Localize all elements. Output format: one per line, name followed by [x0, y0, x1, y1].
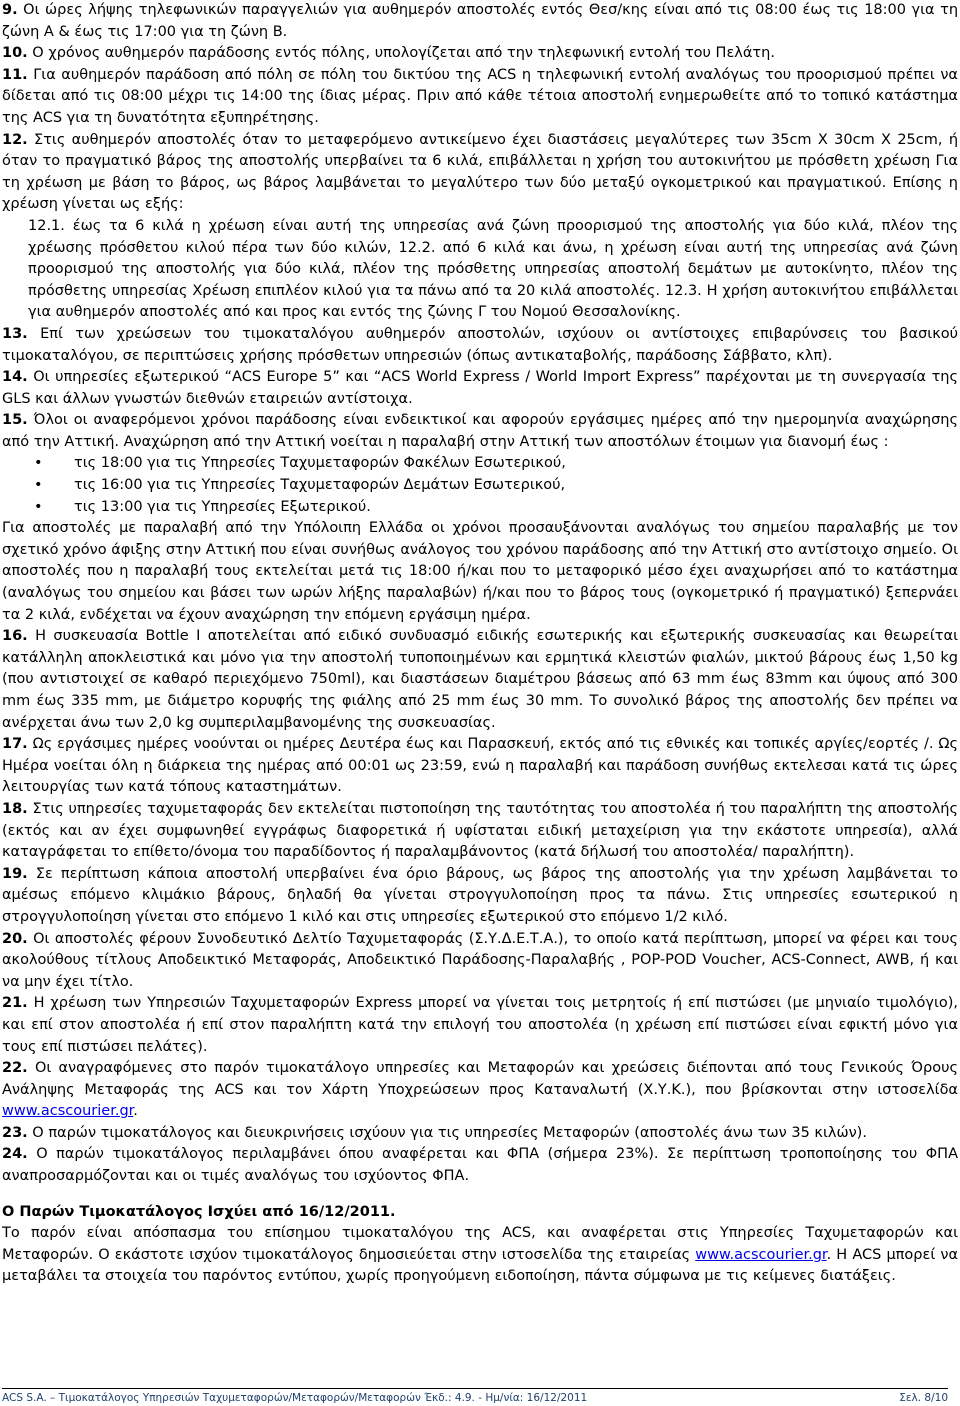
item-text: Ο παρών τιμοκατάλογος περιλαμβάνει όπου αναφέρεται και ΦΠΑ (σήμερα 23%). Σε περίπτωση τροποποίησης του ΦΠΑ αναπροσαρμόζονται και οι τιμές αναλόγως του ισχύοντος ΦΠΑ.: [2, 1146, 958, 1185]
item-22: [2, 1058, 958, 1123]
item-number: 22.: [2, 1060, 28, 1077]
item-number: 20.: [2, 930, 28, 947]
item-number: 15.: [2, 412, 28, 429]
list-item: • τις 18:00 για τις Υπηρεσίες Ταχυμεταφορών Φακέλων Εσωτερικού,: [2, 453, 958, 475]
item-text: Για αυθημερόν παράδοση από πόλη σε πόλη του δικτύου της ACS η τηλεφωνική εντολή αναλόγως του προορισμού πρέπει να δίδεται από τις 08:00 μέχρι τις 14:00 της ίδιας μέρας. Πριν από κάθε τέτοια αποστολή ενημερωθείτε από το τοπικό κατάστημα της ACS για τη δυνατότητα εξυπηρέτησης.: [2, 66, 958, 126]
footer-document-info: ACS S.A. – Τιμοκατάλογος Υπηρεσιών Ταχυμεταφορών/Μεταφορών/Μεταφορών Έκδ.: 4.9. - Ημ/νία: 16/12/2011: [2, 1392, 588, 1404]
item-number: 16.: [2, 628, 28, 645]
item-number: 14.: [2, 369, 28, 386]
item-9: [2, 0, 958, 43]
item-10: [2, 43, 958, 65]
list-item: • τις 13:00 για τις Υπηρεσίες Εξωτερικού.: [2, 497, 958, 519]
dispatch-times-list: [2, 453, 958, 518]
item-18: [2, 799, 958, 864]
item-23: [2, 1123, 958, 1145]
item-text-end: .: [133, 1103, 138, 1120]
item-11: [2, 65, 958, 130]
acs-website-link[interactable]: www.acscourier.gr: [695, 1246, 827, 1263]
page-footer: [2, 1388, 948, 1405]
item-text: Ο παρών τιμοκατάλογος και διευκρινήσεις ισχύουν για τις υπηρεσίες Μεταφορών (αποστολές άνω των 35 κιλών).: [32, 1124, 867, 1141]
item-text: Επί των χρεώσεων του τιμοκαταλόγου αυθημερόν αποστολών, ισχύουν οι αντίστοιχες επιβαρύνσεις του βασικού τιμοκαταλόγου, σε περιπτώσεις χρήσης πρόσθετων υπηρεσιών (όπως αντικαταβολής, παράδοσης Σάββατο, κλπ).: [2, 325, 958, 364]
item-number: 13.: [2, 325, 28, 342]
closing-paragraph: [2, 1223, 958, 1288]
item-text: Στις υπηρεσίες ταχυμεταφοράς δεν εκτελείται πιστοποίηση της ταυτότητας του αποστολέα ή του παραλήπτη της αποστολής (εκτός και αν έχει συμφωνηθεί εγγράφως διαφορετικά ή υφίσταται ειδική μεταχείριση για την εκάστοτε υπηρεσία), αλλά καταγράφεται το επίθετο/όνομα του παραδίδοντος ή παραλαμβάνοντος (κατά δήλωσή του αποστολέα/ παραλήπτη).: [2, 800, 958, 861]
acs-website-link[interactable]: www.acscourier.gr: [2, 1103, 134, 1120]
item-number: 17.: [2, 736, 28, 753]
item-number: 21.: [2, 995, 28, 1012]
item-number: 9.: [2, 2, 18, 18]
closing-text-end: . Η ACS μπορεί να μεταβάλει τα στοιχεία του παρόντος εντύπου, χωρίς προηγούμενη ειδοποίηση, πάντα σύμφωνα με τις κείμενες διατάξεις.: [2, 1246, 958, 1285]
item-text: Ο χρόνος αυθημερόν παράδοσης εντός πόλης, υπολογίζεται από την τηλεφωνική εντολή του Πελάτη.: [32, 45, 775, 62]
footer-page-number: Σελ. 8/10: [899, 1392, 948, 1404]
item-17: [2, 734, 958, 799]
item-text: Οι αναγραφόμενες στο παρόν τιμοκατάλογο υπηρεσίες και Μεταφορών και χρεώσεις διέπονται από τους Γενικούς Όρους Ανάληψης Μεταφοράς της ACS και τον Χάρτη Υποχρεώσεων προς Καταναλωτή (Χ.Υ.Κ.), που βρίσκονται στην ιστοσελίδα: [2, 1060, 958, 1098]
item-text: Η χρέωση των Υπηρεσιών Ταχυμεταφορών Express μπορεί να γίνεται τοις μετρητοίς ή επί πιστώσει (με μηνιαίο τιμολόγιο), και επί στον αποστολέα ή επί στον παραλήπτη κατά την επιλογή του αποστολέα (η χρέωση επί πιστώσει είναι εφικτή μόνο για τους επί πιστώσει πελάτες).: [2, 995, 958, 1055]
item-number: 10.: [2, 45, 28, 62]
item-text: Όλοι οι αναφερόμενοι χρόνοι παράδοσης είναι ενδεικτικοί και αφορούν εργάσιμες ημέρες από την ημερομηνία αναχώρησης από την Αττική. Αναχώρηση από την Αττική νοείται η παραλαβή στην Αττική των αποστόλων έτοιμων για διανομή έως :: [2, 412, 958, 450]
item-number: 12.: [2, 131, 28, 148]
item-text: Στις αυθημερόν αποστολές όταν το μεταφερόμενο αντικείμενο έχει διαστάσεις μεγαλύτερες των 35cm Χ 30cm Χ 25cm, ή όταν το πραγματικό βάρος της αποστολής υπερβαίνει τα 6 κιλά, επιβάλλεται η χρήση του αυτοκινήτου με πρόσθετη χρέωση Για τη χρέωση με βάση το βάρος, ως βάρος λαμβάνεται το μεγαλύτερο των δύο μεταξύ ογκομετρικού και πραγματικού. Επίσης η χρέωση γίνεται ως εξής:: [2, 131, 958, 213]
item-15: [2, 410, 958, 453]
item-number: 19.: [2, 865, 28, 882]
item-14: [2, 367, 958, 410]
list-item: • τις 16:00 για τις Υπηρεσίες Ταχυμεταφορών Δεμάτων Εσωτερικού,: [2, 475, 958, 497]
item-text: Ως εργάσιμες ημέρες νοούνται οι ημέρες Δευτέρα έως και Παρασκευή, εκτός από τις εθνικές και τοπικές αργίες/εορτές /. Ως Ημέρα νοείται όλη η διάρκεια της ημέρας από 00:01 ως 23:59, ενώ η παραλαβή και παράδοση συνήθως εκτελεσαι κατά τις ώρες λειτουργίας των κατά τόπους καταστημάτων.: [2, 736, 958, 796]
item-number: 23.: [2, 1124, 28, 1141]
item-number: 24.: [2, 1146, 28, 1163]
closing-text: Το παρόν είναι απόσπασμα του επίσημου τιμοκαταλόγου της ACS, και αναφέρεται στις Υπηρεσίες Ταχυμεταφορών και Μεταφορών. Ο εκάστοτε ισχύον τιμοκατάλογος δημοσιεύεται στην ιστοσελίδα της εταιρείας: [2, 1225, 958, 1263]
item-13: [2, 324, 958, 367]
item-19: [2, 864, 958, 929]
item-text: Οι ώρες λήψης τηλεφωνικών παραγγελιών για αυθημερόν αποστολές εντός Θεσ/κης είναι από τις 08:00 έως τις 18:00 για τη ζώνη Α & έως τις 17:00 για τη ζώνη Β.: [2, 2, 958, 40]
item-text: Οι υπηρεσίες εξωτερικού “ACS Europe 5” και “ACS World Express / World Import Express” παρέχονται με τη συνεργασία της GLS και άλλων γνωστών διεθνών εταιρειών αντίστοιχα.: [2, 369, 958, 407]
item-16: [2, 626, 958, 734]
item-text: Η συσκευασία Bottle I αποτελείται από ειδικό συνδυασμό ειδικής εσωτερικής και εξωτερικής συσκευασίας και θεωρείται κατάλληλη αποκλειστικά και μόνο για την αποστολή τυποποιημένων και ερμητικά κλειστών φιαλών, μικτού βάρους έως 1,50 kg (που αντιστοιχεί σε καθαρό περιεχόμενο 750ml), και διαστάσεων διαμέτρου βάσεως από 63 mm έως 83mm και ύψους από 300 mm έως 335 mm, με διάμετρο κορυφής της φιάλης από 25 mm έως 30 mm. Το συνολικό βάρος της αποστολής δεν πρέπει να ανέρχεται άνω των 2,0 kg συμπεριλαμβανομένης της συσκευασίας.: [2, 628, 958, 731]
item-text: Σε περίπτωση κάποια αποστολή υπερβαίνει ένα όριο βάρους, ως βάρος της αποστολής για την χρέωση λαμβάνεται το αμέσως επόμενο κλιμάκιο βάρους, δηλαδή θα γίνεται στρογγυλοποίηση προς τα πάνω. Στις υπηρεσίες εσωτερικού η στρογγυλοποίηση γίνεται στο επόμενο 1 κιλό και στις υπηρεσίες εξωτερικού στο επόμενο 1/2 κιλό.: [2, 865, 958, 925]
item-number: 18.: [2, 800, 28, 817]
validity-heading: Ο Παρών Τιμοκατάλογος Ισχύει από 16/12/2011.: [2, 1203, 396, 1220]
item-12: [2, 130, 958, 216]
document-body: [2, 0, 958, 1370]
item-20: [2, 929, 958, 994]
item-12-subclauses: 12.1. έως τα 6 κιλά η χρέωση είναι αυτή της υπηρεσίας ανά ζώνη προορισμού της αποστολής για δύο κιλά, πλέον της χρέωσης πρόσθετου κιλού πέρα των δύο κιλών, 12.2. από 6 κιλά και άνω, η χρέωση είναι αυτή της υπηρεσίας ανά ζώνη προορισμού της αποστολής για δύο κιλά, πλέον της πρόσθετης υπηρεσίας αποστολή δεμάτων με αυτοκίνητο, πλέον της πρόσθετης υπηρεσίας Χρέωση επιπλέον κιλού για τα πάνω από τα 20 κιλά αποστολές. 12.3. Η χρήση αυτοκινήτου επιβάλλεται για αυθημερόν αποστολές από και προς και εντός της ζώνης Γ του Νομού Θεσσαλονίκης.: [28, 217, 958, 321]
item-21: [2, 993, 958, 1058]
item-text: Οι αποστολές φέρουν Συνοδευτικό Δελτίο Ταχυμεταφοράς (Σ.Υ.Δ.Ε.Τ.Α.), το οποίο κατά περίπτωση, μπορεί να φέρει και τους ακολούθους τίτλους Αποδεικτικό Μεταφοράς, Αποδεικτικό Παράδοσης-Παραλαβής , POP-POD Voucher, ACS-Connect, AWB, ή και να μην έχει τίτλο.: [2, 930, 958, 990]
section-spacer: [2, 1188, 958, 1202]
paragraph-rest-of-greece: Για αποστολές με παραλαβή από την Υπόλοιπη Ελλάδα οι χρόνοι προσαυξάνονται αναλόγως του σημείου παραλαβής με τον σχετικό χρόνο άφιξης στην Αττική που είναι συνήθως ανάλογος του χρόνου παράδοσης από την Αττική στο αντίστοιχο σημείο. Οι αποστολές που η παραλαβή τους εκτελείται μετά τις 18:00 ή/και που το μεταφορικό μέσο έχει αναχωρήσει από το κατάστημα (αναλόγως του σημείου και βάσει των ωρών λήξης παραλαβών) ή/και που το βάρος τους (ογκομετρικό ή πραγματικό) ξεπερνάει τα 2 κιλά, ενδέχεται να έχουν αναχώρηση την επόμενη εργάσιμη ημέρα.: [2, 520, 958, 623]
item-24: [2, 1144, 958, 1187]
item-number: 11.: [2, 66, 28, 83]
